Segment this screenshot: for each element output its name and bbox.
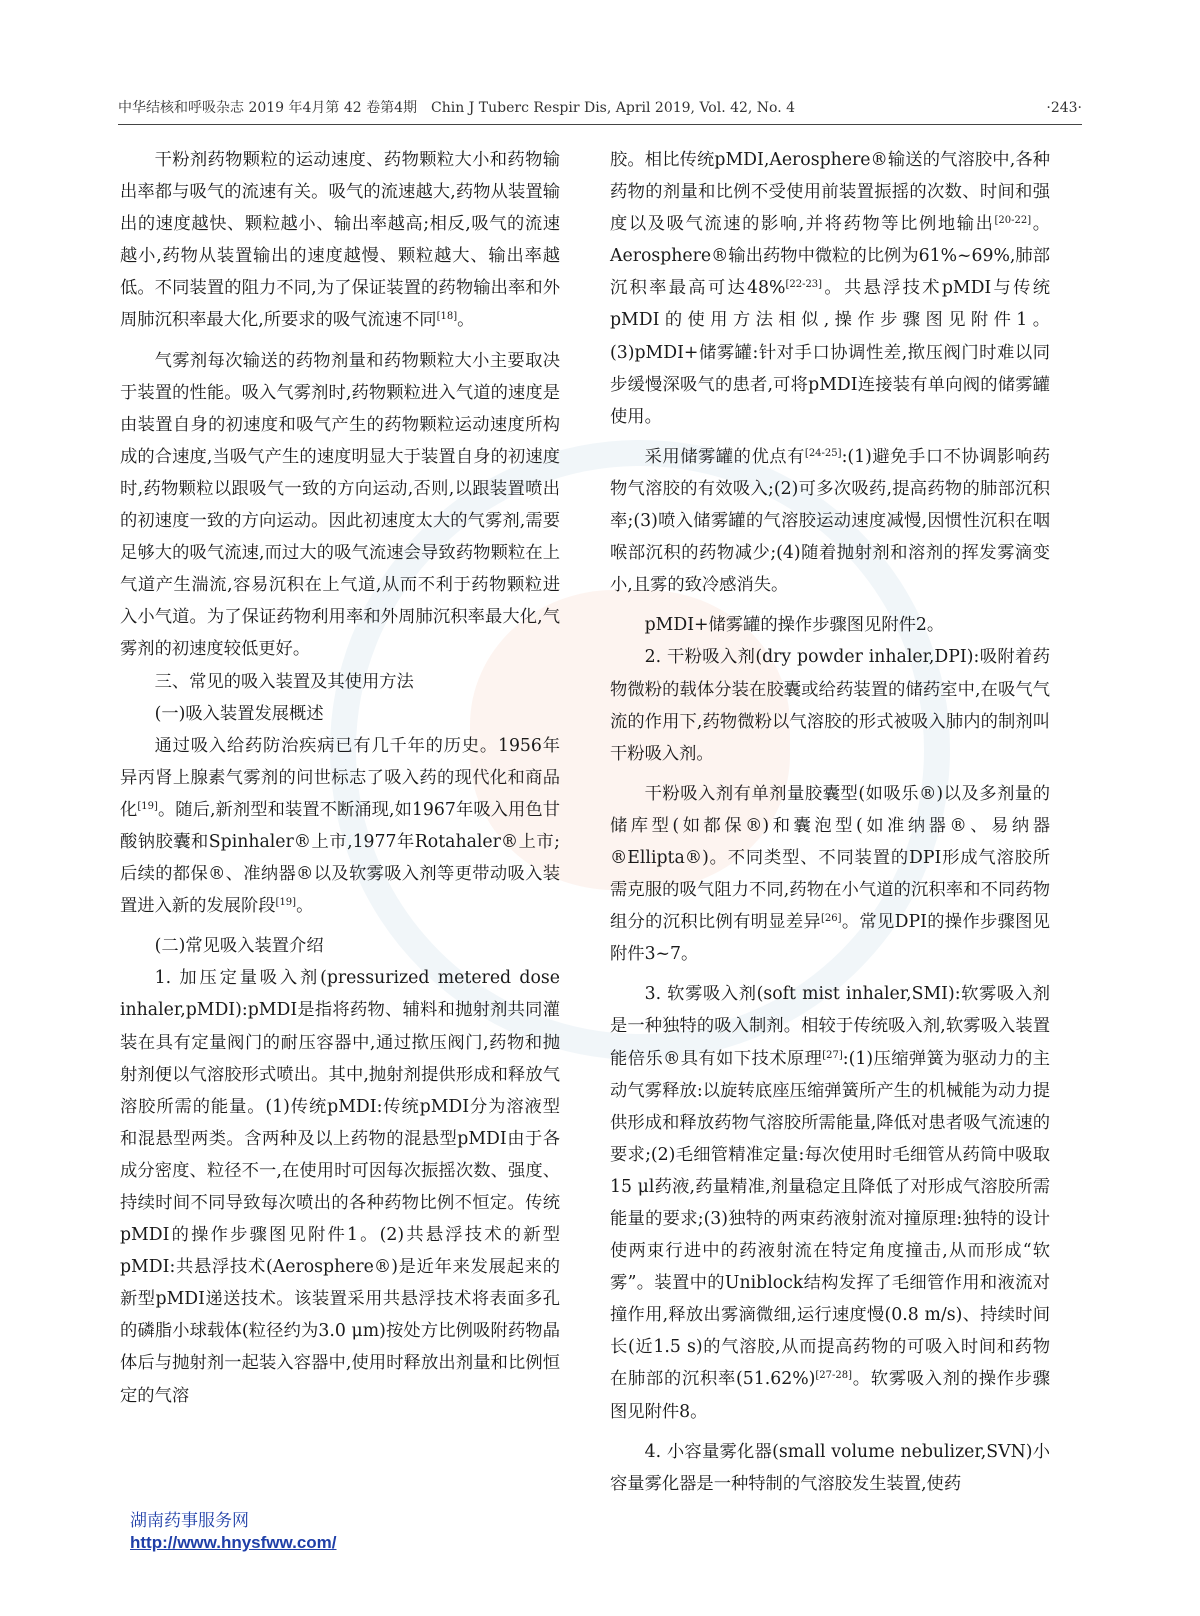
subsection-heading: (二)常见吸入装置介绍	[154, 936, 324, 957]
paragraph: 4. 小容量雾化器(small volume nebulizer,SVN)小容量雾化器是一种特制的气溶胶发生装置,使药	[610, 1441, 1050, 1494]
paragraph: 采用储雾罐的优点有[24-25]:(1)避免手口不协调影响药物气溶胶的有效吸入;(2)可多次吸药,提高药物的肺部沉积率;(3)喷入储雾罐的气溶胶运动速度减慢,因惯性沉积在咽喉部沉积的药物减少;(4)随着抛射剂和溶剂的挥发雾滴变小,且雾的致冷感消失。	[610, 446, 1050, 596]
paragraph: 1. 加压定量吸入剂(pressurized metered dose inhaler,pMDI):pMDI是指将药物、辅料和抛射剂共同灌装在具有定量阀门的耐压容器中,通过揿压阀门,药物和抛射剂便以气溶胶形式喷出。其中,抛射剂提供形成和释放气溶胶所需的能量。(1)传统pMDI:传统pMDI分为溶液型和混悬型两类。含两种及以上药物的混悬型pMDI由于各成分密度、粒径不一,在使用时可因每次振摇次数、强度、持续时间不同导致每次喷出的各种药物比例不恒定。传统pMDI的操作步骤图见附件1。(2)共悬浮技术的新型pMDI:共悬浮技术(Aerosphere®)是近年来发展起来的新型pMDI递送技术。该装置采用共悬浮技术将表面多孔的磷脂小球载体(粒径约为3.0 μm)按处方比例吸附药物晶体后与抛射剂一起装入容器中,使用时释放出剂量和比例恒定的气溶	[120, 968, 560, 1406]
paragraph: 2. 干粉吸入剂(dry powder inhaler,DPI):吸附着药物微粉的载体分装在胶囊或给药装置的储药室中,在吸气气流的作用下,药物微粉以气溶胶的形式被吸入肺内的制剂叫干粉吸入剂。	[610, 647, 1050, 764]
section-heading: 三、常见的吸入装置及其使用方法	[154, 671, 414, 692]
footer-site-name: 湖南药事服务网	[130, 1511, 249, 1531]
paragraph: 干粉剂药物颗粒的运动速度、药物颗粒大小和药物输出率都与吸气的流速有关。吸气的流速越大,药物从装置输出的速度越快、颗粒越小、输出率越高;相反,吸气的流速越小,药物从装置输出的速度越慢、颗粒越大、输出率越低。不同装置的阻力不同,为了保证装置的药物输出率和外周肺沉积率最大化,所要求的吸气流速不同[18]。	[120, 150, 560, 331]
right-column	[610, 144, 1050, 1500]
footer	[130, 1510, 337, 1554]
header-rule	[118, 124, 1082, 125]
running-header	[118, 96, 1082, 120]
page-number: ·243·	[1046, 100, 1082, 116]
paragraph: 通过吸入给药防治疾病已有几千年的历史。1956年异丙肾上腺素气雾剂的问世标志了吸入药的现代化和商品化[19]。随后,新剂型和装置不断涌现,如1967年吸入用色甘酸钠胶囊和Spinhaler®上市,1977年Rotahaler®上市;后续的都保®、准纳器®以及软雾吸入剂等更带动吸入装置进入新的发展阶段[19]。	[120, 735, 560, 917]
paragraph: 胶。相比传统pMDI,Aerosphere®输送的气溶胶中,各种药物的剂量和比例不受使用前装置振摇的次数、时间和强度以及吸气流速的影响,并将药物等比例地输出[20-22]。Aerosphere®输出药物中微粒的比例为61%~69%,肺部沉积率最高可达48%[22-23]。共悬浮技术pMDI与传统pMDI的使用方法相似,操作步骤图见附件1。(3)pMDI+储雾罐:针对手口协调性差,揿压阀门时难以同步缓慢深吸气的患者,可将pMDI连接装有单向阀的储雾罐使用。	[610, 150, 1050, 427]
paragraph: 干粉吸入剂有单剂量胶囊型(如吸乐®)以及多剂量的储库型(如都保®)和囊泡型(如准纳器®、易纳器®Ellipta®)。不同类型、不同装置的DPI形成气溶胶所需克服的吸气阻力不同,药物在小气道的沉积率和不同药物组分的沉积比例有明显差异[26]。常见DPI的操作步骤图见附件3~7。	[610, 783, 1050, 965]
journal-citation: 中华结核和呼吸杂志 2019 年4月第 42 卷第4期 Chin J Tuberc Respir Dis, April 2019, Vol. 42, No. 4	[118, 100, 796, 116]
paragraph: 3. 软雾吸入剂(soft mist inhaler,SMI):软雾吸入剂是一种独特的吸入制剂。相较于传统吸入剂,软雾吸入装置能倍乐®具有如下技术原理[27]:(1)压缩弹簧为驱动力的主动气雾释放:以旋转底座压缩弹簧所产生的机械能为动力提供形成和释放药物气溶胶所需能量,降低对患者吸气流速的要求;(2)毛细管精准定量:每次使用时毛细管从药筒中吸取15 μl药液,药量精准,剂量稳定且降低了对形成气溶胶所需能量的要求;(3)独特的两束药液射流对撞原理:独特的设计使两束行进中的药液射流在特定角度撞击,从而形成“软雾”。装置中的Uniblock结构发挥了毛细管作用和液流对撞作用,释放出雾滴微细,运行速度慢(0.8 m/s)、持续时间长(近1.5 s)的气溶胶,从而提高药物的可吸入时间和药物在肺部的沉积率(51.62%)[27-28]。软雾吸入剂的操作步骤图见附件8。	[610, 984, 1050, 1422]
footer-url-link[interactable]: http://www.hnysfww.com/	[130, 1533, 337, 1552]
paragraph: pMDI+储雾罐的操作步骤图见附件2。	[644, 615, 945, 636]
paragraph: 气雾剂每次输送的药物剂量和药物颗粒大小主要取决于装置的性能。吸入气雾剂时,药物颗粒进入气道的速度是由装置自身的初速度和吸气产生的药物颗粒运动速度所构成的合速度,当吸气产生的速度明显大于装置自身的初速度时,药物颗粒以跟吸气一致的方向运动,否则,以跟装置喷出的初速度一致的方向运动。因此初速度太大的气雾剂,需要足够大的吸气流速,而过大的吸气流速会导致药物颗粒在上气道产生湍流,容易沉积在上气道,从而不利于药物颗粒进入小气道。为了保证药物利用率和外周肺沉积率最大化,气雾剂的初速度较低更好。	[120, 350, 560, 660]
subsection-heading: (一)吸入装置发展概述	[154, 703, 324, 724]
left-column	[120, 144, 560, 1412]
